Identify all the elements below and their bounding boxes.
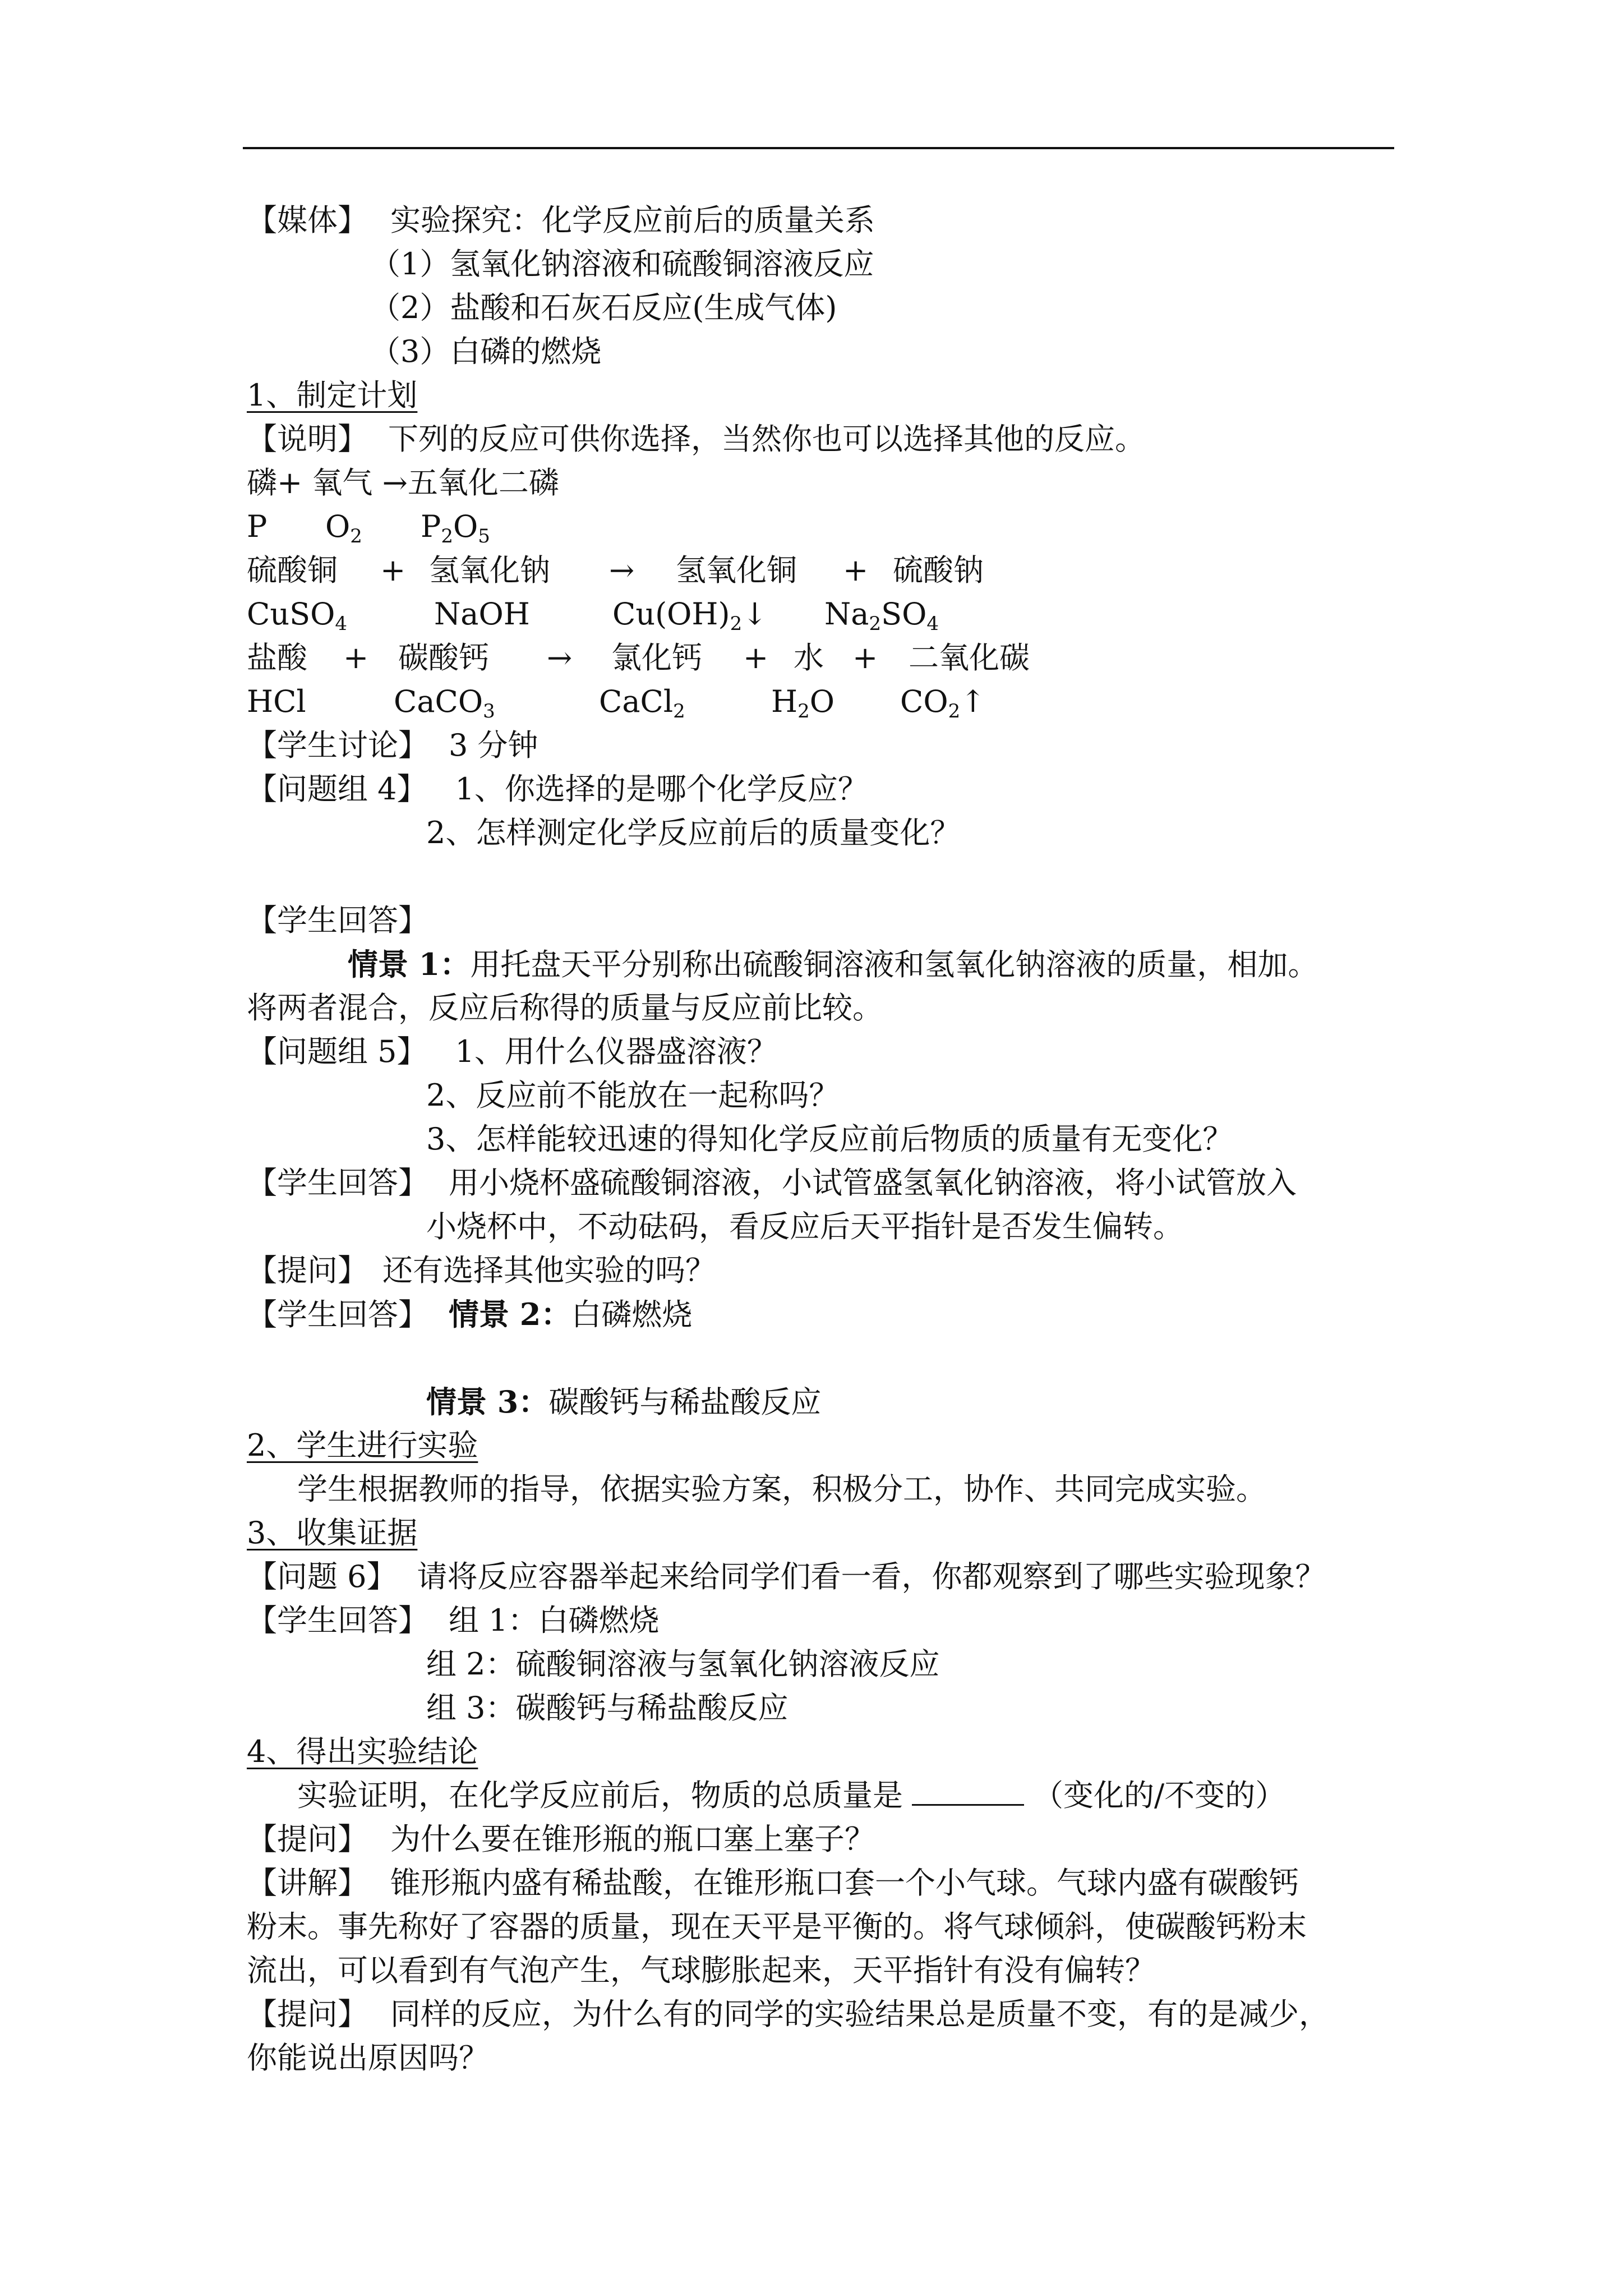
note-text: 下列的反应可供你选择，当然你也可以选择其他的反应。 [388,421,1145,457]
equation-2-formulas [247,593,1088,636]
eq2-word-1: 硫酸铜 [247,553,338,588]
header-rule [243,147,1394,149]
ask-text: 还有选择其他实验的吗？ [382,1253,716,1288]
eq3-word-7: 水 [794,640,824,675]
note-tag: 【说明】 [247,421,368,457]
scene-1-text: 用托盘天平分别称出硫酸铜溶液和氢氧化钠溶液的质量，相加。 [470,947,1318,982]
q4-item-2: 2、怎样测定化学反应前后的质量变化？ [426,815,961,850]
equation-2-words [247,549,1088,592]
explain-text-cont-1: 粉末。事先称好了容器的质量，现在天平是平衡的。将气球倾斜，使碳酸钙粉末 [247,1909,1307,1944]
explain-text: 锥形瓶内盛有稀盐酸，在锥形瓶口套一个小气球。气球内盛有碳酸钙 [390,1865,1299,1901]
group-2: 组 2：硫酸铜溶液与氢氧化钠溶液反应 [426,1646,940,1682]
explain-tag: 【讲解】 [247,1865,368,1901]
equation-3-formulas [247,680,1144,723]
eq3-word-9: 二氧化碳 [909,640,1030,675]
scene-3-text: 碳酸钙与稀盐酸反应 [548,1384,822,1420]
scene-2-text: 白磷燃烧 [571,1297,693,1332]
media-line [247,199,875,242]
explain-line [247,1862,1299,1904]
eq3-word-5: 氯化钙 [611,640,702,675]
eq2-word-7: 硫酸钠 [893,553,984,588]
eq3-word-3: 碳酸钙 [398,640,489,675]
scene-1-label: 情景 1： [348,946,471,982]
q4-item-1: 1、你选择的是哪个化学反应？ [455,771,868,807]
ask-line [247,1249,716,1292]
q6-tag: 【问题 6】 [247,1559,397,1594]
answer-tag: 【学生回答】 [247,903,428,938]
ask-2-tag: 【提问】 [247,1821,368,1857]
formula-na2so4: $Na_2SO_4$ [824,596,939,635]
q5-item-1: 1、用什么仪器盛溶液？ [455,1034,777,1069]
conclusion-text: 实验证明，在化学反应前后，物质的总质量是 [297,1778,903,1813]
scene-1-line [348,943,1318,986]
section-3-heading: 3、收集证据 [247,1515,418,1550]
media-item-1: （1）氢氧化钠溶液和硫酸铜溶液反应 [370,246,874,282]
eq2-word-5: 氢氧化铜 [676,553,797,588]
section-1-heading: 1、制定计划 [247,378,418,413]
note-line [247,418,1145,461]
eq2-word-4: → [609,553,635,588]
eq3-word-2: + [343,640,369,675]
eq3-word-1: 盐酸 [247,640,307,675]
discuss-text: 3 分钟 [449,728,538,763]
eq3-word-4: → [547,640,573,675]
scene-2-label: 情景 2： [449,1296,571,1332]
ask-3-text: 同样的反应，为什么有的同学的实验结果总是质量不变，有的是减少， [390,1996,1329,2032]
scene-1-text-cont: 将两者混合，反应后称得的质量与反应前比较。 [247,990,883,1025]
formula-p2o5: $P_2O_5$ [421,509,490,547]
answer-2-text-cont: 小烧杯中，不动砝码，看反应后天平指针是否发生偏转。 [426,1209,1183,1244]
conclusion-options: （变化的/不变的） [1033,1778,1286,1813]
eq2-word-2: + [380,553,406,588]
ask-2-line [247,1818,875,1861]
answer-3-tag: 【学生回答】 [247,1297,428,1332]
explain-text-cont-2: 流出，可以看到有气泡产生，气球膨胀起来，天平指针有没有偏转？ [247,1953,1155,1988]
ask-3-line [247,1993,1329,2036]
answer-2-tag: 【学生回答】 [247,1165,428,1200]
section-2-heading: 2、学生进行实验 [247,1428,478,1463]
formula-h2o: $H_2O$ [771,684,835,723]
q5-item-3: 3、怎样能较迅速的得知化学反应前后物质的质量有无变化？ [426,1121,1233,1157]
group-3: 组 3：碳酸钙与稀盐酸反应 [426,1690,789,1726]
equation-3-words [247,637,1144,679]
answer-2-text: 用小烧杯盛硫酸铜溶液，小试管盛氢氧化钠溶液，将小试管放入 [449,1165,1297,1200]
formula-co2: $CO_2↑$ [900,684,986,723]
discuss-line [247,724,538,767]
formula-hcl: HCl [247,684,306,719]
answer-4-tag: 【学生回答】 [247,1603,428,1638]
q4-tag: 【问题组 4】 [247,771,427,807]
q6-text: 请将反应容器举起来给同学们看一看，你都观察到了哪些实验现象？ [417,1559,1326,1594]
ask-2-text: 为什么要在锥形瓶的瓶口塞上塞子？ [390,1821,875,1857]
ask-tag: 【提问】 [247,1253,368,1288]
media-tag: 【媒体】 [247,203,368,238]
scene-3-line [426,1381,821,1424]
formula-cuoh2: $Cu(OH)_2↓$ [612,596,768,635]
formula-naoh: NaOH [434,596,530,632]
section-2-text: 学生根据教师的指导，依据实验方案，积极分工，协作、共同完成实验。 [297,1471,1266,1507]
answer-2-line [247,1162,1297,1204]
ask-3-tag: 【提问】 [247,1996,368,2032]
discuss-tag: 【学生讨论】 [247,728,428,763]
formula-caco3: CaCO$_3$ [394,684,495,723]
answer-4-line [247,1599,660,1642]
q5-item-2: 2、反应前不能放在一起称吗？ [426,1078,840,1113]
eq2-word-3: 氢氧化钠 [429,553,550,588]
media-item-2: （2）盐酸和石灰石反应(生成气体) [370,290,837,325]
scene-3-label: 情景 3： [426,1384,549,1420]
formula-o2: $O_2$ [325,509,362,547]
formula-cuso4: CuSO$_4$ [247,596,347,635]
section-4-heading: 4、得出实验结论 [247,1734,478,1769]
equation-1-words: 磷+ 氧气 →五氧化二磷 [247,465,559,500]
eq3-word-6: + [743,640,769,675]
formula-p: P [247,509,268,544]
q4-line [247,768,868,811]
formula-cacl2: CaCl$_2$ [599,684,685,723]
eq2-word-6: + [843,553,869,588]
eq3-word-8: + [852,640,878,675]
answer-blank[interactable] [912,1782,1024,1806]
media-item-3: （3）白磷的燃烧 [370,334,602,369]
q5-line [247,1030,777,1073]
q6-line [247,1556,1326,1598]
media-title: 实验探究：化学反应前后的质量关系 [390,203,875,238]
ask-3-text-cont: 你能说出原因吗？ [247,2040,489,2076]
q5-tag: 【问题组 5】 [247,1034,427,1069]
answer-3-line [247,1293,692,1336]
group-1: 组 1：白磷燃烧 [449,1603,660,1638]
conclusion-line [297,1774,1285,1817]
